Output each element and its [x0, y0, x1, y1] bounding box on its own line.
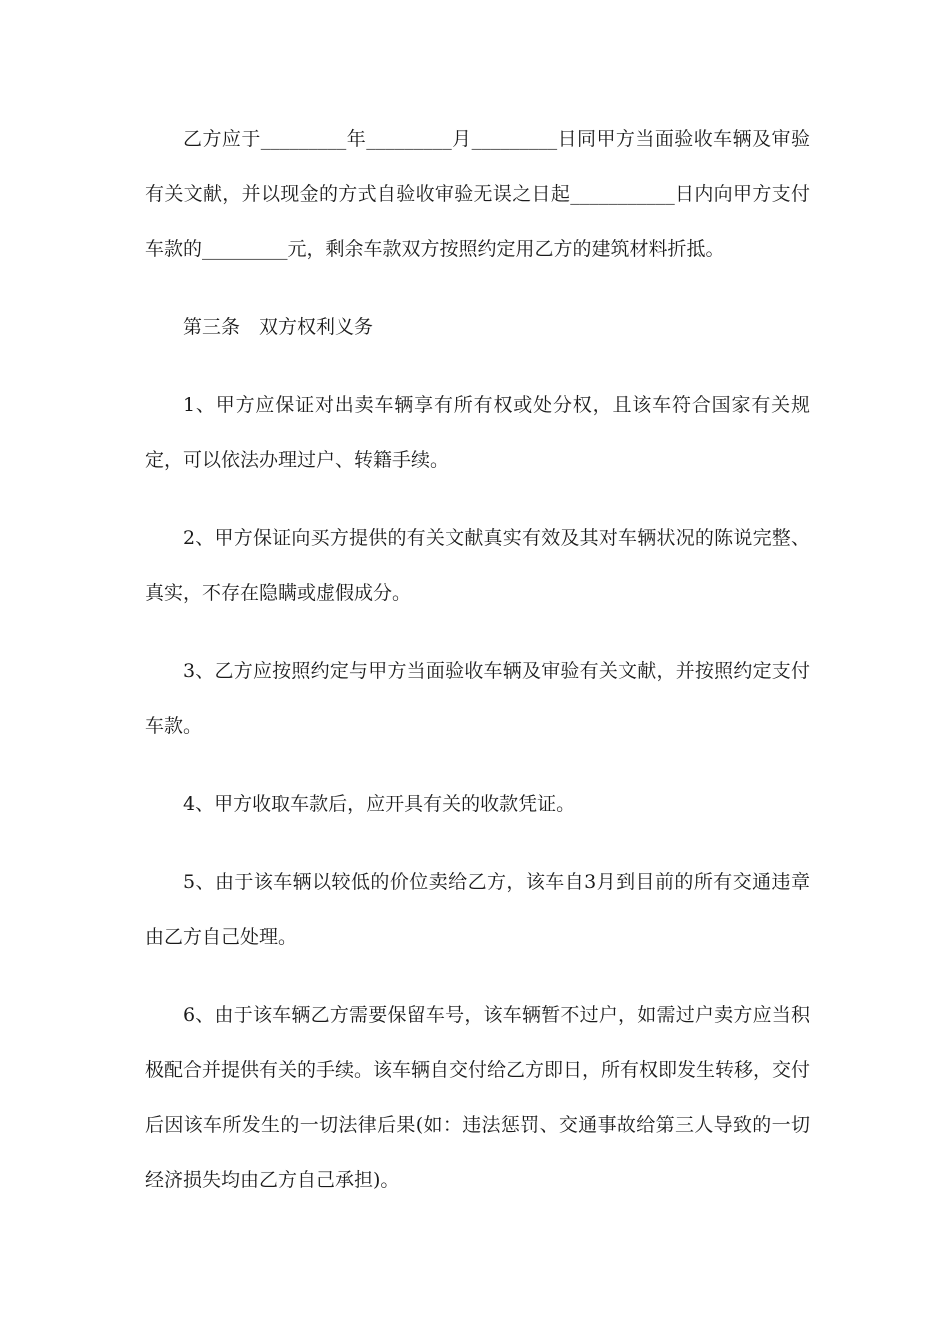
- paragraph-payment-terms: 乙方应于_________年_________月_________日同甲方当面验收车辆及审验有关文献，并以现金的方式自验收审验无误之日起___________日内向甲方支付车款的_________元，剩余车款双方按照约定用乙方的建筑材料折抵。: [145, 128, 810, 260]
- document-body: [145, 112, 810, 1231]
- clause-5: 5、由于该车辆以较低的价位卖给乙方，该车自3月到目前的所有交通违章由乙方自己处理。: [145, 871, 810, 948]
- clause-1: 1、甲方应保证对出卖车辆享有所有权或处分权，且该车符合国家有关规定，可以依法办理过户、转籍手续。: [145, 394, 810, 471]
- clause-3: 3、乙方应按照约定与甲方当面验收车辆及审验有关文献，并按照约定支付车款。: [145, 660, 810, 737]
- article-3-heading: 第三条 双方权利义务: [183, 316, 374, 338]
- clause-4: 4、甲方收取车款后，应开具有关的收款凭证。: [183, 793, 576, 815]
- clause-6: 6、由于该车辆乙方需要保留车号，该车辆暂不过户，如需过户卖方应当积极配合并提供有关的手续。该车辆自交付给乙方即日，所有权即发生转移，交付后因该车所发生的一切法律后果(如：违法惩罚、交通事故给第三人导致的一切经济损失均由乙方自己承担)。: [145, 1004, 811, 1191]
- clause-2: 2、甲方保证向买方提供的有关文献真实有效及其对车辆状况的陈说完整、真实，不存在隐瞒或虚假成分。: [145, 527, 810, 604]
